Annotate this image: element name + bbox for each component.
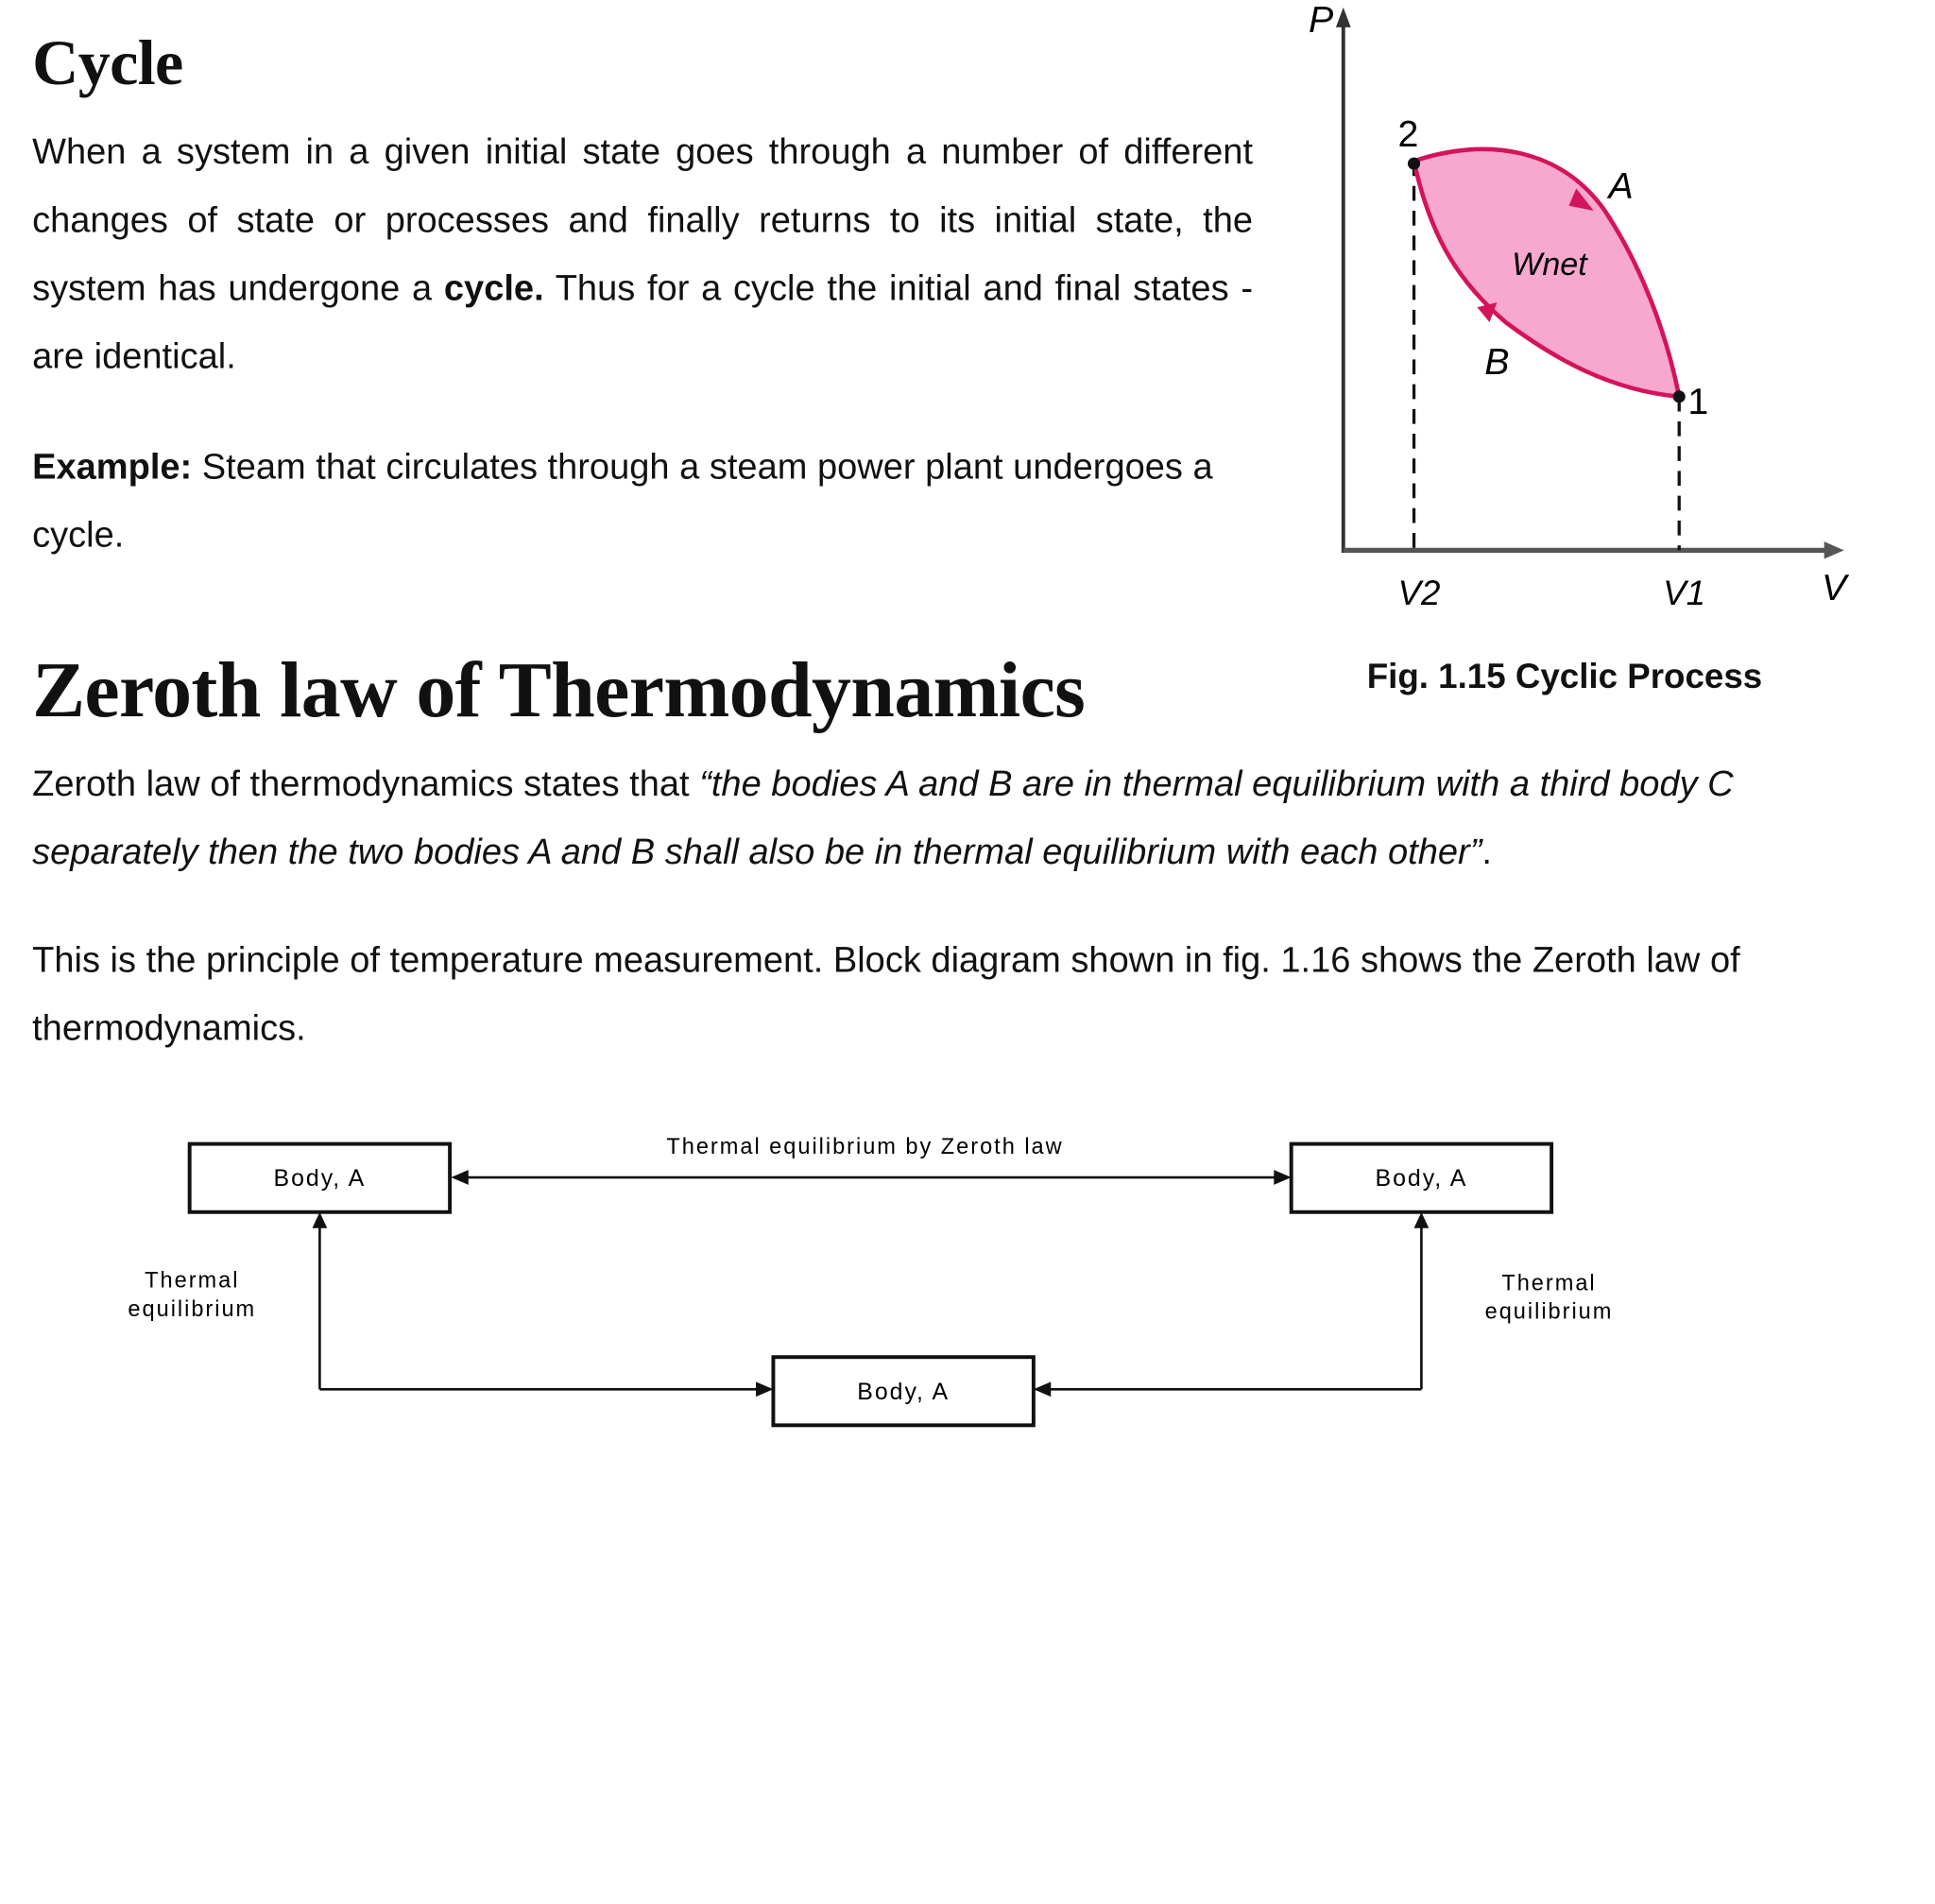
point-2-label: 2 [1397, 112, 1419, 155]
zeroth-law-heading: Zeroth law of Thermodynamics [32, 645, 1086, 734]
zeroth-definition-paragraph [32, 751, 1891, 887]
p-axis-label: P [1309, 0, 1334, 42]
temperature-principle-paragraph: This is the principle of temperature measurement. Block diagram shown in fig. 1.16 shows the Zeroth law of thermodynamics. [32, 940, 1740, 1049]
example-label: Example: [32, 447, 193, 488]
state-point-2 [1408, 158, 1420, 170]
zeroth-para-text-b: . [1481, 832, 1492, 873]
v-axis-arrow [1824, 541, 1844, 558]
zeroth-para-text-a: Zeroth law of thermodynamics states that [32, 764, 700, 805]
right-thermal-label-2: equilibrium [1484, 1299, 1614, 1325]
v1-tick-label: V1 [1663, 574, 1706, 613]
body-box-right-label: Body, A [1375, 1165, 1468, 1192]
p-axis-arrow [1336, 8, 1351, 27]
example-text: Steam that circulates through a steam power plant undergoes a cycle. [32, 447, 1213, 556]
state-point-1 [1673, 390, 1686, 403]
zeroth-law-statement: “the bodies A and B are in thermal equilibrium with a third body C separately then the two bodies A and B shall also be in thermal equilibrium with each other” [32, 764, 1734, 873]
right-arrow-head [1274, 1170, 1291, 1185]
path-b-label: B [1484, 341, 1510, 384]
cycle-para-text-b: Thus for a cycle the initial and final states -are identical. [32, 268, 1254, 377]
v-axis-label: V [1822, 566, 1847, 609]
left-thermal-label-1: Thermal [145, 1268, 240, 1294]
right-up-arrow-head [1414, 1212, 1430, 1228]
body-box-left-label: Body, A [273, 1165, 367, 1192]
cycle-heading: Cycle [32, 28, 183, 99]
cycle-paragraph [32, 119, 1253, 392]
figure-caption: Fig. 1.15 Cyclic Process [1366, 657, 1763, 695]
example-paragraph [32, 434, 1253, 570]
zeroth-law-block-diagram [99, 1122, 1698, 1444]
left-thermal-label-2: equilibrium [128, 1296, 257, 1322]
bottom-left-arrow-head [756, 1381, 773, 1397]
bottom-right-arrow-head [1034, 1381, 1051, 1397]
zeroth-law-connector-label: Thermal equilibrium by Zeroth law [666, 1135, 1064, 1160]
path-a-label: A [1608, 164, 1634, 207]
cycle-bold-term: cycle. [443, 268, 544, 309]
left-up-arrow-head [313, 1212, 328, 1228]
cycle-para-text-a: When a system in a given initial state goes through a number of different changes of state or processes and finally returns to its initial state, the system has undergone a [32, 132, 1254, 309]
v2-tick-label: V2 [1397, 574, 1441, 613]
point-1-label: 1 [1687, 381, 1709, 423]
right-thermal-label-1: Thermal [1501, 1271, 1597, 1296]
body-box-bottom-label: Body, A [857, 1378, 950, 1405]
wnet-label: Wnet [1512, 247, 1587, 283]
pv-cycle-diagram [1289, 0, 1884, 632]
left-arrow-head [451, 1170, 468, 1185]
